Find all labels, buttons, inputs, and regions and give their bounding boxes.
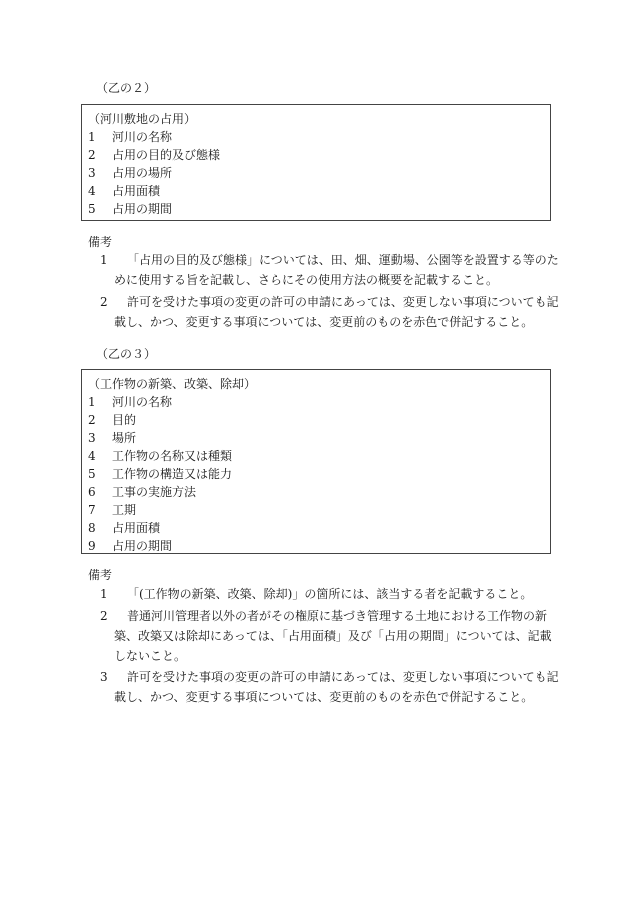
- list-item: 5 工作物の構造又は能力: [88, 467, 233, 481]
- section2-box-title: （河川敷地の占用）: [88, 112, 197, 126]
- list-item: 3 占用の場所: [88, 166, 173, 180]
- list-item: 1 河川の名称: [88, 130, 173, 144]
- section2-note-1: 1 「占用の目的及び態様」については、田、畑、運動場、公園等を設置する等のために使用する旨を記載し、さらにその使用方法の概要を記載すること。: [100, 253, 559, 287]
- section3-heading: （乙の３）: [96, 347, 157, 361]
- section3-form-box: [81, 369, 551, 554]
- section3-note-1: 1 「(工作物の新築、改築、除却)」の箇所には、該当する者を記載すること。: [100, 587, 533, 601]
- section3-note-2: 2 普通河川管理者以外の者がその権原に基づき管理する土地における工作物の新築、改築又は除却にあっては、「占用面積」及び「占用の期間」については、記載しないこと。: [100, 609, 552, 663]
- list-item: 5 占用の期間: [88, 202, 173, 216]
- section3-note-3: 3 許可を受けた事項の変更の許可の申請にあっては、変更しない事項についても記載し、かつ、変更する事項については、変更前のものを赤色で併記すること。: [100, 670, 559, 704]
- section2-note-2: 2 許可を受けた事項の変更の許可の申請にあっては、変更しない事項についても記載し、かつ、変更する事項については、変更前のものを赤色で併記すること。: [100, 295, 559, 329]
- section2-heading: （乙の２）: [96, 81, 157, 95]
- list-item: 3 場所: [88, 431, 137, 445]
- list-item: 2 目的: [88, 413, 137, 427]
- list-item: 4 工作物の名称又は種類: [88, 449, 233, 463]
- list-item: 9 占用の期間: [88, 539, 173, 553]
- section3-box-title: （工作物の新築、改築、除却）: [88, 377, 257, 391]
- list-item: 1 河川の名称: [88, 395, 173, 409]
- list-item: 2 占用の目的及び態様: [88, 148, 221, 162]
- section3-notes-title: 備考: [88, 568, 113, 582]
- list-item: 4 占用面積: [88, 184, 161, 198]
- list-item: 8 占用面積: [88, 521, 161, 535]
- section2-form-box: [81, 104, 551, 221]
- list-item: 6 工事の実施方法: [88, 485, 197, 499]
- section2-notes-title: 備考: [88, 235, 113, 249]
- list-item: 7 工期: [88, 503, 137, 517]
